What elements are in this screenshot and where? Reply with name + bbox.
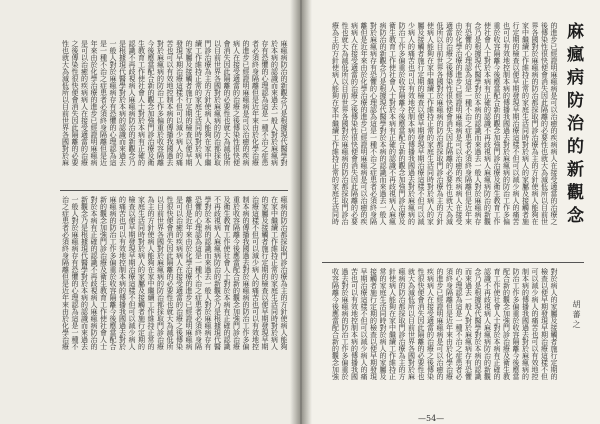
text-column: 對於本病有正確的認識不再歧視病人麻瘋病防治的 xyxy=(90,196,98,350)
text-column: 的進步已經證明麻瘋病是可以治癒的疾病 xyxy=(242,40,250,166)
text-column: 收容隔離今後應當配合新的觀念加強 xyxy=(331,268,340,380)
text-column: 離但是近年來由於化學治療的進步已經證明麻瘋病是可以治癒的疾 xyxy=(360,22,368,225)
text-column: 之後傳染性很快便會消失因此隔離的必要 xyxy=(71,40,79,166)
left-page-upper-text xyxy=(60,40,288,186)
text-column: 重於收容隔離今後應當配合新的觀念加強門診治療及衛生教育工作 xyxy=(493,22,501,225)
text-column: 的進步已經證明麻瘋病是可以治癒的 xyxy=(436,268,444,380)
text-column: 門診治療為主的方針使病人能夠在家中繼 xyxy=(204,40,212,166)
text-column: 發現早期治療這樣不但可以減少病人的痛 xyxy=(175,40,184,166)
text-column: 須終身隔離但是近年來由於化學治療 xyxy=(445,268,454,380)
text-column: 過去對於麻瘋病的防治工作多偏重於 xyxy=(341,268,349,380)
text-column: 以目前世界各國對於麻瘋病的防治都採取門診治療 xyxy=(156,196,165,350)
right-page-upper-text xyxy=(322,22,558,256)
text-column: 麻瘋病防治的新觀念乃是根據現代醫學對 xyxy=(280,40,288,166)
text-column: 接觸者施行定期的檢查以便早期發現 xyxy=(369,268,378,380)
text-column: 恐懼的心理認為這是一種不治之症患者必須終身隔 xyxy=(194,196,203,350)
text-column: 可以減少病人的痛苦也可以有效地控 xyxy=(531,268,539,380)
text-column: 瘋病的防治都採取門診治療為主的方 xyxy=(398,268,406,380)
text-column: 衛生教育工作使社會人士對於本病有正確的認識不再歧視病人麻瘋 xyxy=(388,22,397,225)
text-column: 者必須終身隔離但是近年來由於化學治療 xyxy=(251,40,260,166)
text-column: 是一種不治之症患者必須終身隔離但是近 xyxy=(99,40,108,166)
left-page-lower-text xyxy=(60,196,288,372)
text-column: 離但是近年來由於化學治療的進步已經證明麻瘋病 xyxy=(185,196,193,350)
text-column: 續工作維持正常的家庭生活同時對於病人 xyxy=(194,40,203,166)
text-column: 療為主的方針使病人能夠在家中繼續工作維持正常的家庭生活同時 xyxy=(331,22,340,225)
text-column: 是可以治癒的疾病病人在接受適當的治療 xyxy=(80,40,89,166)
text-column: 屬及接觸者施行定期的檢查以便早期發現早期治療這樣不但可以減 xyxy=(417,22,425,225)
text-column: 性也就大為減低所以目前世界各國對於麻瘋病的防治都採取門診治 xyxy=(341,22,349,225)
text-column: 後傳染性很快便會消失因此隔離的必要性也就大為減低所以目前世 xyxy=(540,22,549,225)
text-column: 一般人對於麻瘋病存有恐懼的心理認為這是一種不 xyxy=(71,196,79,350)
text-column: 一般人對於麻瘋病存有恐懼的心理認為這 xyxy=(109,40,117,166)
text-column: 對於麻瘋病的防治工作多偏重於收容隔離 xyxy=(156,40,165,166)
text-column: 苦也可以有效地控制本病的傳播我國 xyxy=(350,268,359,380)
text-column: 於本病的認識而來過去一般人對於麻瘋病 xyxy=(270,40,279,166)
text-column: 而來過去一般人對於麻瘋病存有恐懼 xyxy=(464,268,473,380)
text-column: 新觀念乃是根據現代醫學對於本病的認識而來過去 xyxy=(80,196,89,350)
text-column: 認識不再歧視病人麻瘋病防治的新觀 xyxy=(483,268,492,380)
text-column: 治之症患者必須終身隔離但是近年來由於化學治療 xyxy=(61,196,70,350)
text-column: 制本病的傳播我國過去對於麻瘋病的防治工作多偏 xyxy=(242,196,250,350)
text-column: 疾病病人在接受適當的治療之後傳染 xyxy=(426,268,435,380)
text-column: 的進步已經證明麻瘋病是可以治癒的疾病病人在接受適當的治療之 xyxy=(550,22,558,225)
text-column: 今後應當配合新的觀念加強門診治療及衛 xyxy=(147,40,155,166)
text-column: 瘋病的防治都採取門診治療為主的方針使病人能夠 xyxy=(280,196,288,350)
article-title: 麻瘋病防治的新觀念 xyxy=(563,22,583,229)
text-column: 是可以治癒的疾病病人在接受適當的治療之後傳染 xyxy=(175,196,184,350)
text-column: 性很快便會消失因此隔離的必要性也 xyxy=(417,268,425,380)
text-column: 在家中繼續工作維持正常的家庭生活同時對於病人 xyxy=(270,196,279,350)
article-author: 胡蕃之 xyxy=(572,300,581,330)
text-column: 學對於本病的認識而來過去一般人對於麻瘋病存有 xyxy=(204,196,212,350)
text-column: 認識不再歧視病人麻瘋病防治的新觀念乃 xyxy=(128,40,136,166)
page-number: —54— xyxy=(418,414,445,423)
text-column: 重於收容隔離今後應當配合新的觀念加強門診治療 xyxy=(232,196,241,350)
text-column: 適當的治療之後傳染性很快便會消失因此隔離的必要性也就大為減 xyxy=(445,22,454,225)
text-column: 為主的方針使病人能夠在家中繼續工作維持正常的 xyxy=(147,196,155,350)
text-column: 念乃是根據現代醫學對於本病的認識而來過去一般人對於麻瘋病存 xyxy=(474,22,482,225)
text-column: 麻瘋病的防治工作多偏重於收容隔離今後應當配合 xyxy=(109,196,117,350)
text-column: 對於病人的家屬及接觸者施行定期的 xyxy=(550,268,558,380)
text-column: 年來由於化學治療的進步已經證明麻瘋病 xyxy=(90,40,98,166)
text-column: 也可以有效地控制本病的傳播我國過去對於麻瘋病的防治工作多偏 xyxy=(502,22,511,225)
text-column: 病人在接受適當的治療之後傳染性很快便 xyxy=(232,40,241,166)
text-column: 早期治療這樣不但可以減少病人的痛 xyxy=(360,268,368,380)
text-column: 的家屬及接觸者施行定期的檢查以便早期發現早期 xyxy=(261,196,269,350)
text-column: 會消失因此隔離的必要性也就大為減低所 xyxy=(223,40,231,166)
text-column: 病防治的新觀念乃是根據現代醫學對於本病的認識而來過去一般人 xyxy=(379,22,387,225)
text-column: 不再歧視病人麻瘋病防治的新觀念乃是根據現代醫 xyxy=(213,196,222,350)
text-column: 就大為減低所以目前世界各國對於麻 xyxy=(407,268,416,380)
text-column: 病病人在接受適當的治療之後傳染性很快便會消失因此隔離的必要 xyxy=(350,22,359,225)
left-page-divider xyxy=(60,190,288,191)
text-column: 新的觀念加強門診治療及衛生教育工作使社會人士 xyxy=(99,196,108,350)
text-column: 性很快便會消失因此隔離的必要性也就大為減低所 xyxy=(166,196,174,350)
text-column: 少病人的痛苦也可以有效地控制本病的傳播我國過去對於麻瘋病的 xyxy=(407,22,416,225)
text-column: 有恐懼的心理認為這是一種不治之症患者必須終身隔離但是近年來 xyxy=(464,22,473,225)
text-column: 苦也可以有效地控制本病的傳播我國過去 xyxy=(166,40,174,166)
text-column: 家中繼續工作維持正常的家庭生活同時對於病人的家屬及接觸者施 xyxy=(521,22,530,225)
text-column: 的痛苦也可以有效地控制本病的傳播我國過去對於 xyxy=(118,196,127,350)
text-column: 由於化學治療的進步已經證明麻瘋病是可以治癒的疾病病人在接受 xyxy=(455,22,463,225)
right-page-divider xyxy=(322,262,584,263)
text-column: 育工作使社會人士對於本病有正確的 xyxy=(493,268,501,380)
text-column: 使病人能夠在家中繼續工作維持正常的家庭生活同時對於病人的家 xyxy=(426,22,435,225)
text-column: 低所以目前世界各國對於麻瘋病的防治都採取門診治療為主的方針 xyxy=(436,22,444,225)
text-column: 存有恐懼的心理認為這是一種不治之症患 xyxy=(261,40,269,166)
text-column: 針使病人能夠在家中繼續工作維持正 xyxy=(388,268,397,380)
text-column: 及衛生教育工作使社會人士對於本病有正確的認識 xyxy=(223,196,231,350)
text-column: 制本病的傳播我國過去對於麻瘋病的 xyxy=(521,268,530,380)
text-column: 生教育工作使社會人士對於本病有正確的 xyxy=(137,40,146,166)
text-column: 是根據現代醫學對於本病的認識而來過去 xyxy=(118,40,127,166)
text-column: 界各國對於麻瘋病的防治都採取門診治療為主的方針使病人能夠在 xyxy=(531,22,539,225)
text-column: 對於麻瘋病存有恐懼的心理認為這是一種不治之症患者必須終身隔 xyxy=(369,22,378,225)
text-column: 常的家庭生活同時對於病人的家屬及 xyxy=(379,268,387,380)
page-gutter xyxy=(290,0,312,424)
text-column: 念乃是根據現代醫學對於本病的認識 xyxy=(474,268,482,380)
text-column: 使社會人士對於本病有正確的認識不再歧視病人麻瘋病防治的新觀 xyxy=(483,22,492,225)
text-column: 的家屬及接觸者施行定期的檢查以便早期 xyxy=(185,40,193,166)
text-column: 防治工作多偏重於收容隔離今後應當配合新的觀念加強門診治療及 xyxy=(398,22,406,225)
text-column: 檢查以便早期發現早期治療這樣不但 xyxy=(540,268,549,380)
text-column: 家庭生活同時對於病人的家屬及接觸者施行定期的 xyxy=(137,196,146,350)
right-page-lower-text xyxy=(322,268,558,396)
text-column: 防治工作多偏重於收容隔離今後應當 xyxy=(512,268,520,380)
text-column: 檢查以便早期發現早期治療這樣不但可以減少病人 xyxy=(128,196,136,350)
text-column: 性也就大為減低所以目前世界各國對於麻 xyxy=(61,40,70,166)
text-column: 的心理認為這是一種不治之症患者必 xyxy=(455,268,463,380)
text-column: 行定期的檢查以便早期發現早期治療這樣不但可以減少病人的痛苦 xyxy=(512,22,520,225)
text-column: 以目前世界各國對於麻瘋病的防治都採取 xyxy=(213,40,222,166)
text-column: 治療這樣不但可以減少病人的痛苦也可以有效地控 xyxy=(251,196,260,350)
text-column: 配合新的觀念加強門診治療及衛生教 xyxy=(502,268,511,380)
